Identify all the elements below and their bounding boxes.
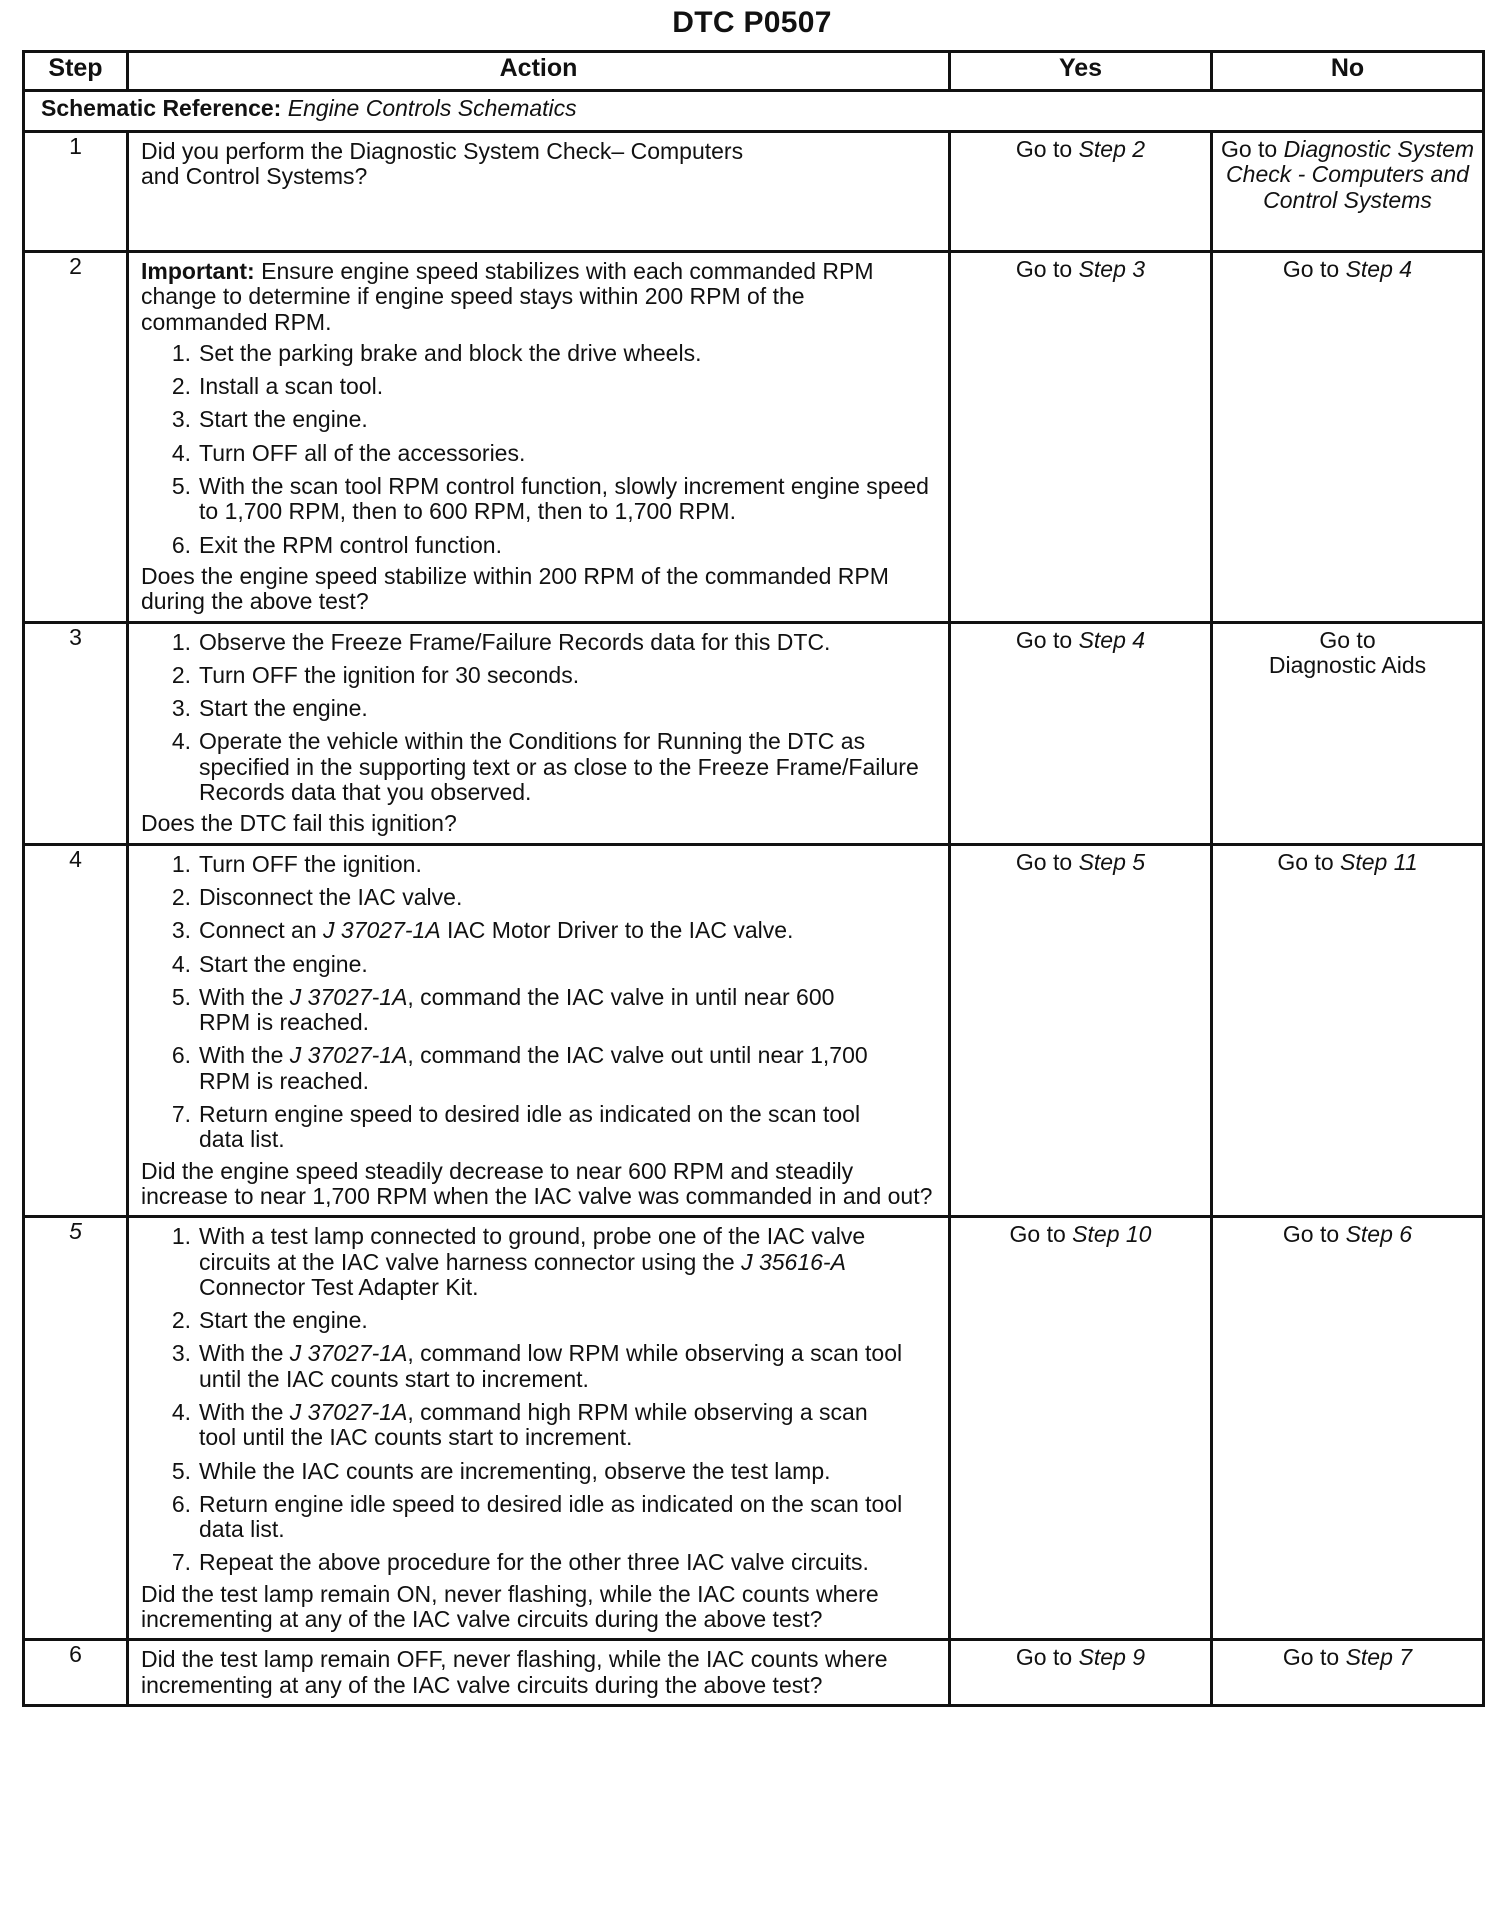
important-text: Ensure engine speed stabilizes with each commanded RPM change to determine if engine speed stays within 200 RPM of the commanded RPM. [141, 258, 874, 335]
item-text: Connect an J 37027-1A IAC Motor Driver to the IAC valve. [199, 917, 794, 944]
list-item: 1. Set the parking brake and block the drive wheels. [171, 339, 702, 366]
page-title: DTC P0507 [672, 6, 832, 39]
yes-target: Step 4 [1078, 626, 1146, 653]
yes-target: Step 2 [1078, 136, 1146, 162]
action-cell [128, 132, 950, 252]
important-label: Important: [141, 258, 255, 284]
item-text: Operate the vehicle within the Conditions for Running the DTC as specified in the supporting text or as close to the Freeze Frame/Failure Records data that you observed. [199, 728, 919, 806]
table-row [24, 622, 1484, 844]
yes-prefix: Go to [1015, 1644, 1073, 1671]
step-number-text: 5 [69, 1218, 82, 1245]
question-text: Does the DTC fail this ignition? [141, 810, 457, 837]
item-text: Turn OFF all of the accessories. [199, 439, 526, 466]
no-prefix: Go to [1319, 626, 1376, 653]
no-cell [1212, 132, 1484, 252]
no-cell [1212, 844, 1484, 1217]
item-text: With the J 37027-1A, command high RPM while observing a scan tool until the IAC counts start to increment. [199, 1398, 868, 1451]
no-target: Diagnostic System Check - Computers and Control Systems [1226, 136, 1475, 213]
yes-prefix: Go to [1009, 1221, 1066, 1248]
item-text: Set the parking brake and block the drive wheels. [199, 339, 702, 366]
table-row [24, 252, 1484, 623]
no-cell [1212, 1217, 1484, 1640]
list-item: 3. Start the engine. [171, 695, 368, 722]
no-target: Step 4 [1345, 256, 1413, 282]
no-cell [1212, 1640, 1484, 1706]
table-row [24, 1640, 1484, 1706]
item-text: With the J 37027-1A, command the IAC valve in until near 600 RPM is reached. [199, 983, 835, 1036]
header-step: Step [24, 52, 128, 91]
list-item: 6. Exit the RPM control function. [171, 531, 502, 558]
schematic-row [24, 91, 1484, 132]
list-item: 3. With the J 37027-1A, command low RPM while observing a scan tool until the IAC counts start to increment. [171, 1340, 903, 1392]
list-item: 6. With the J 37027-1A, command the IAC valve out until near 1,700 RPM is reached. [171, 1042, 868, 1094]
item-text: Exit the RPM control function. [199, 531, 502, 558]
procedure-list [141, 852, 936, 1153]
procedure-list [141, 1224, 936, 1576]
item-text: Install a scan tool. [199, 373, 384, 400]
no-target: Step 7 [1345, 1644, 1413, 1671]
item-text: With a test lamp connected to ground, probe one of the IAC valve circuits at the IAC valve harness connector using the J 35616-A Connector Test Adapter Kit. [199, 1223, 866, 1300]
action-cell [128, 622, 950, 844]
action-cell [128, 252, 950, 623]
no-prefix: Go to [1282, 1221, 1340, 1248]
step-number: 2 [24, 252, 128, 623]
procedure-list [141, 630, 936, 806]
question-text: Does the engine speed stabilize within 200 RPM of the commanded RPM during the above test? [141, 562, 889, 615]
list-item: 4. Start the engine. [171, 950, 368, 977]
list-item: 3. Connect an J 37027-1A IAC Motor Driver to the IAC valve. [171, 917, 794, 944]
no-target: Step 6 [1345, 1221, 1413, 1248]
step-number: 1 [24, 132, 128, 252]
action-cell [128, 1217, 950, 1640]
item-text: Observe the Freeze Frame/Failure Records data for this DTC. [199, 628, 831, 655]
yes-target: Step 9 [1078, 1644, 1146, 1671]
question-text: Did you perform the Diagnostic System Check– Computers and Control Systems? [141, 138, 744, 190]
no-prefix: Go to [1282, 256, 1340, 282]
item-text: Start the engine. [199, 1307, 368, 1334]
table-row [24, 844, 1484, 1217]
list-item: 2. Turn OFF the ignition for 30 seconds. [171, 661, 580, 688]
yes-cell [950, 132, 1212, 252]
step-number [24, 1217, 128, 1640]
item-text: Disconnect the IAC valve. [199, 883, 463, 910]
yes-prefix: Go to [1015, 256, 1073, 282]
no-cell [1212, 622, 1484, 844]
item-text: Return engine idle speed to desired idle as indicated on the scan tool data list. [199, 1490, 903, 1543]
list-item: 2. Start the engine. [171, 1307, 368, 1334]
list-item: 4. Operate the vehicle within the Conditions for Running the DTC as specified in the supporting text or as close to the Freeze Frame/Failure Records data that you observed. [171, 728, 919, 806]
action-cell [128, 844, 950, 1217]
list-item: 7. Return engine speed to desired idle as indicated on the scan tool data list. [171, 1101, 861, 1153]
step-number: 3 [24, 622, 128, 844]
list-item: 5. With the J 37027-1A, command the IAC valve in until near 600 RPM is reached. [171, 983, 835, 1036]
list-item: 6. Return engine idle speed to desired idle as indicated on the scan tool data list. [171, 1490, 903, 1543]
yes-cell [950, 622, 1212, 844]
important-note [141, 259, 936, 335]
item-text: With the J 37027-1A, command the IAC valve out until near 1,700 RPM is reached. [199, 1042, 868, 1094]
step-number: 4 [24, 844, 128, 1217]
list-item: 5. While the IAC counts are incrementing, observe the test lamp. [171, 1457, 831, 1484]
list-item: 1. Observe the Freeze Frame/Failure Records data for this DTC. [171, 628, 831, 655]
list-item: 7. Repeat the above procedure for the other three IAC valve circuits. [171, 1549, 869, 1576]
no-target: Step 11 [1340, 848, 1418, 875]
list-item: 1. With a test lamp connected to ground, probe one of the IAC valve circuits at the IAC valve harness connector using the J 35616-A Connector Test Adapter Kit. [171, 1223, 866, 1300]
item-text: Start the engine. [199, 695, 368, 722]
no-target: Diagnostic Aids [1268, 651, 1427, 678]
item-text: Return engine speed to desired idle as indicated on the scan tool data list. [199, 1101, 861, 1153]
yes-target: Step 10 [1072, 1221, 1152, 1248]
list-item: 2. Install a scan tool. [171, 373, 384, 400]
dtc-table [22, 50, 1485, 1707]
header-action: Action [128, 52, 950, 91]
yes-prefix: Go to [1015, 136, 1073, 162]
yes-cell [950, 1217, 1212, 1640]
header-no: No [1212, 52, 1484, 91]
question-text: Did the test lamp remain OFF, never flashing, while the IAC counts where incrementing at any of the IAC valve circuits during the above test? [141, 1646, 888, 1698]
item-text: While the IAC counts are incrementing, observe the test lamp. [199, 1457, 831, 1484]
procedure-list [141, 341, 936, 558]
item-text: With the J 37027-1A, command low RPM while observing a scan tool until the IAC counts start to increment. [199, 1340, 903, 1392]
yes-cell [950, 1640, 1212, 1706]
list-item: 3. Start the engine. [171, 406, 368, 433]
yes-target: Step 5 [1078, 848, 1146, 875]
item-text: Turn OFF the ignition. [199, 850, 422, 877]
header-row [24, 52, 1484, 91]
action-cell [128, 1640, 950, 1706]
no-cell [1212, 252, 1484, 623]
schematic-link: Engine Controls Schematics [287, 95, 577, 121]
question-text: Did the engine speed steadily decrease to near 600 RPM and steadily increase to near 1,700 RPM when the IAC valve was commanded in and out? [141, 1157, 933, 1209]
schematic-label: Schematic Reference: [41, 95, 282, 121]
yes-cell [950, 844, 1212, 1217]
yes-prefix: Go to [1015, 848, 1073, 875]
item-text: Turn OFF the ignition for 30 seconds. [199, 661, 580, 688]
list-item: 2. Disconnect the IAC valve. [171, 883, 463, 910]
item-text: With the scan tool RPM control function, slowly increment engine speed to 1,700 RPM, then to 600 RPM, then to 1,700 RPM. [199, 473, 929, 525]
no-prefix: Go to [1282, 1644, 1340, 1671]
list-item: 4. With the J 37027-1A, command high RPM while observing a scan tool until the IAC counts start to increment. [171, 1398, 868, 1451]
item-text: Start the engine. [199, 950, 368, 977]
list-item: 4. Turn OFF all of the accessories. [171, 439, 526, 466]
table-row [24, 132, 1484, 252]
step-number: 6 [24, 1640, 128, 1706]
header-yes: Yes [950, 52, 1212, 91]
yes-cell [950, 252, 1212, 623]
item-text: Start the engine. [199, 406, 368, 433]
list-item: 1. Turn OFF the ignition. [171, 850, 422, 877]
yes-prefix: Go to [1015, 626, 1073, 653]
list-item: 5. With the scan tool RPM control function, slowly increment engine speed to 1,700 RPM, then to 600 RPM, then to 1,700 RPM. [171, 473, 929, 525]
no-prefix: Go to [1277, 848, 1334, 875]
schematic-reference [24, 91, 1484, 132]
item-text: Repeat the above procedure for the other three IAC valve circuits. [199, 1549, 869, 1576]
question-text: Did the test lamp remain ON, never flashing, while the IAC counts where incrementing at any of the IAC valve circuits during the above test? [141, 1580, 879, 1633]
table-row [24, 1217, 1484, 1640]
no-prefix: Go to [1220, 136, 1278, 162]
yes-target: Step 3 [1078, 256, 1146, 282]
